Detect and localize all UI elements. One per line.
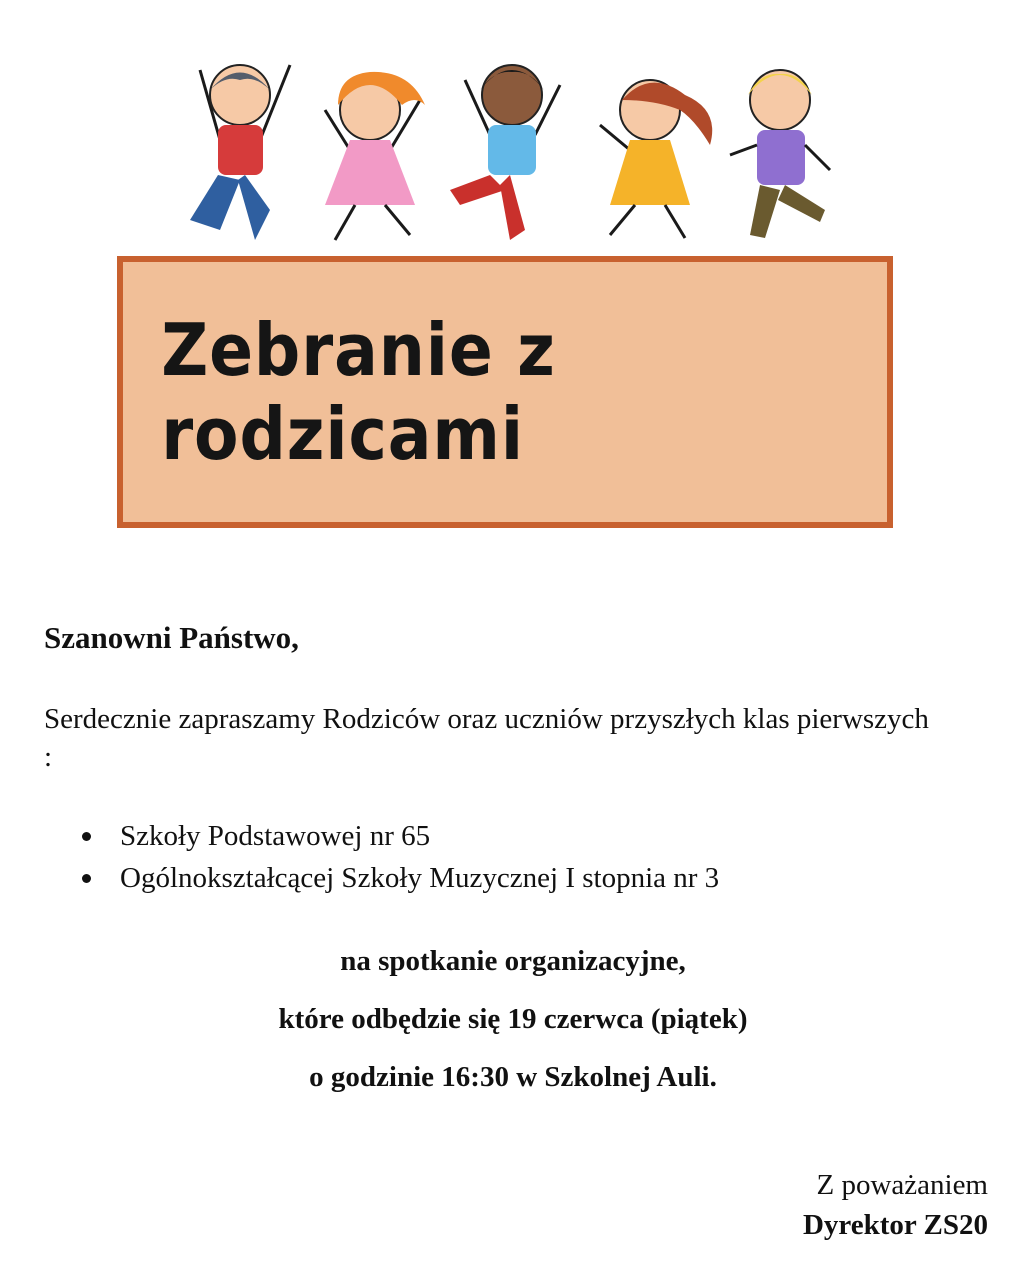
child-figure	[730, 70, 830, 238]
signature-block	[803, 1165, 988, 1245]
letter-intro: Serdecznie zapraszamy Rodziców oraz uczniów przyszłych klas pierwszych :	[44, 703, 929, 773]
school-list	[78, 815, 719, 899]
list-item: Szkoły Podstawowej nr 65	[78, 815, 719, 857]
child-figure	[325, 72, 425, 240]
meeting-time-place: o godzinie 16:30 w Szkolnej Auli.	[309, 1061, 717, 1093]
meeting-details	[0, 932, 1026, 1106]
banner-title: Zebranie z rodzicami	[161, 308, 556, 476]
child-figure	[190, 65, 290, 240]
child-figure	[450, 65, 560, 240]
closing-text: Z poważaniem	[816, 1169, 988, 1201]
list-item: Ogólnokształcącej Szkoły Muzycznej I stopnia nr 3	[78, 857, 719, 899]
meeting-purpose: na spotkanie organizacyjne,	[340, 945, 686, 977]
letter-greeting: Szanowni Państwo,	[44, 620, 299, 655]
child-figure	[600, 80, 712, 238]
dancing-children-icon	[160, 40, 860, 260]
signature-name: Dyrektor ZS20	[802, 1209, 988, 1241]
meeting-date: które odbędzie się 19 czerwca (piątek)	[278, 1003, 748, 1035]
title-banner	[117, 256, 893, 528]
